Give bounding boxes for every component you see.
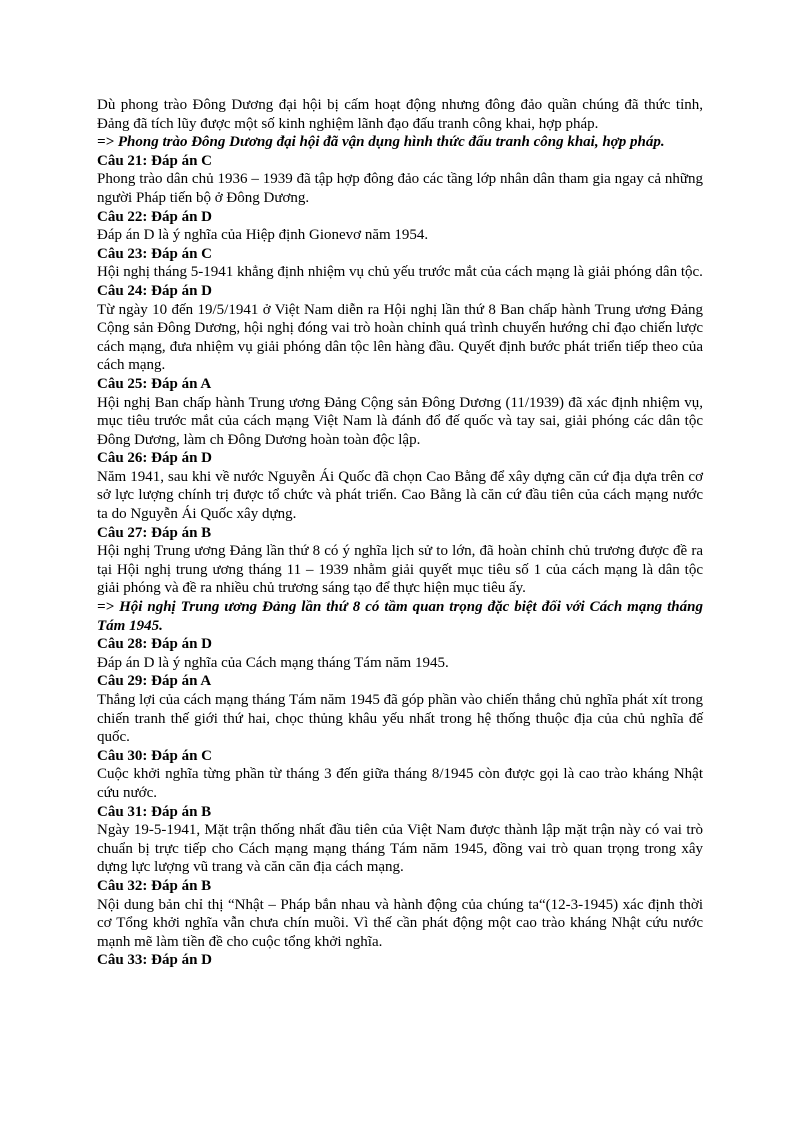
answer-heading: Câu 21: Đáp án C [97, 152, 213, 169]
answer-heading: Câu 29: Đáp án A [97, 673, 212, 690]
answer-heading: Câu 23: Đáp án C [97, 245, 213, 262]
paragraph: Phong trào dân chủ 1936 – 1939 đã tập hợp đông đảo các tầng lớp nhân dân tham gia ngay cả những người Pháp tiến bộ ở Đông Dương. [97, 171, 703, 206]
paragraph: Từ ngày 10 đến 19/5/1941 ở Việt Nam diễn ra Hội nghị lần thứ 8 Ban chấp hành Trung ương Đảng Cộng sản Đông Dương, hội nghị đóng vai trò hoàn chỉnh quá trình chuyển hướng chỉ đạo chiến lược cách mạng, đưa nhiệm vụ giải phóng dân tộc lên hàng đầu. Quyết định bước phát triển tiếp theo của cách mạng. [97, 301, 703, 374]
paragraph: Cuộc khởi nghĩa từng phần từ tháng 3 đến giữa tháng 8/1945 còn được gọi là cao trào kháng Nhật cứu nước. [97, 766, 703, 801]
paragraph: Đáp án D là ý nghĩa của Cách mạng tháng Tám năm 1945. [97, 654, 449, 671]
conclusion: => Phong trào Đông Dương đại hội đã vận dụng hình thức đấu tranh công khai, hợp pháp. [97, 134, 665, 151]
paragraph: Đáp án D là ý nghĩa của Hiệp định Gionevơ năm 1954. [97, 227, 429, 244]
answer-heading: Câu 25: Đáp án A [97, 375, 212, 392]
answer-heading: Câu 28: Đáp án D [97, 636, 213, 653]
paragraph: Ngày 19-5-1941, Mặt trận thống nhất đầu tiên của Việt Nam được thành lập mặt trận này có vai trò chuẩn bị trực tiếp cho Cách mạng mạng tháng Tám năm 1945, đồng vai trò quan trọng trong xây dựng lực lượng vũ trang và căn căn địa cách mạng. [97, 822, 703, 876]
answer-heading: Câu 32: Đáp án B [97, 877, 212, 894]
answer-heading: Câu 22: Đáp án D [97, 208, 213, 225]
answer-heading: Câu 31: Đáp án B [97, 803, 212, 820]
paragraph: Năm 1941, sau khi về nước Nguyễn Ái Quốc đã chọn Cao Bằng để xây dựng căn cứ địa dựa trên cơ sở lực lượng chính trị được tổ chức và phát triển. Cao Bằng là căn cứ đầu tiên của cách mạng nước ta do Nguyễn Ái Quốc xây dựng. [97, 468, 703, 523]
answer-heading: Câu 24: Đáp án D [97, 282, 213, 299]
paragraph: Dù phong trào Đông Dương đại hội bị cấm hoạt động nhưng đông đảo quần chúng đã thức tỉnh, Đảng đã tích lũy được một số kinh nghiệm lãnh đạo đấu tranh công khai, hợp pháp. [97, 97, 703, 132]
paragraph: Hội nghị Ban chấp hành Trung ương Đảng Cộng sản Đông Dương (11/1939) đã xác định nhiệm vụ, mục tiêu trước mắt của cách mạng Việt Nam là đánh đổ đế quốc và tay sai, giải phóng các dân tộc Đông Dương, làm ch Đông Dương hoàn toàn độc lập. [97, 394, 703, 448]
paragraph: Hội nghị tháng 5-1941 khẳng định nhiệm vụ chủ yếu trước mắt của cách mạng là giải phóng dân tộc. [97, 264, 703, 281]
answer-heading: Câu 33: Đáp án D [97, 952, 213, 969]
document-body [97, 96, 703, 970]
answer-heading: Câu 27: Đáp án B [97, 524, 212, 541]
paragraph: Thắng lợi của cách mạng tháng Tám năm 1945 đã góp phần vào chiến thắng chủ nghĩa phát xít trong chiến tranh thế giới thứ hai, chọc thủng khâu yếu nhất trong hệ thống thuộc địa của chủ nghĩa đế quốc. [97, 692, 703, 746]
paragraph: Hội nghị Trung ương Đảng lần thứ 8 có ý nghĩa lịch sử to lớn, đã hoàn chỉnh chủ trương được đề ra tại Hội nghị trung ương tháng 11 – 1939 nhằm giải quyết mục tiêu số 1 của cách mạng là dân tộc giải phóng và đề ra nhiều chủ trương sáng tạo để thực hiện mục tiêu ấy. [97, 543, 703, 597]
conclusion: => Hội nghị Trung ương Đảng lần thứ 8 có tầm quan trọng đặc biệt đối với Cách mạng tháng Tám 1945. [97, 599, 703, 634]
paragraph: Nội dung bản chỉ thị “Nhật – Pháp bắn nhau và hành động của chúng ta“(12-3-1945) xác định thời cơ Tổng khởi nghĩa vẫn chưa chín muồi. Vì thế cần phát động một cao trào kháng Nhật cứu nước mạnh mẽ làm tiền đề cho cuộc tổng khởi nghĩa. [97, 896, 703, 950]
answer-heading: Câu 30: Đáp án C [97, 747, 213, 764]
answer-heading: Câu 26: Đáp án D [97, 450, 213, 467]
